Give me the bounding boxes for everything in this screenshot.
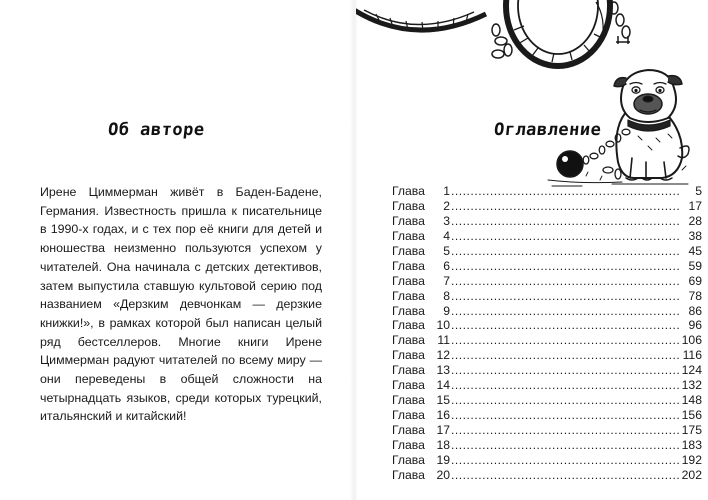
right-page: [356, 0, 708, 500]
toc-entry[interactable]: Глава 16 ..... 156: [392, 408, 702, 423]
toc-entry[interactable]: Глава 1 ..... 5: [392, 184, 702, 199]
toc-entry[interactable]: Глава 9 ..... 86: [392, 304, 702, 319]
toc-entry[interactable]: Глава 5 ..... 45: [392, 244, 702, 259]
toc-entry[interactable]: Глава 6 ..... 59: [392, 259, 702, 274]
dot-leader: [451, 378, 679, 393]
pug-illustration: [542, 66, 694, 192]
toc-entry[interactable]: Глава 19 ..... 192: [392, 453, 702, 468]
dot-leader: [451, 289, 679, 304]
dot-leader: [451, 214, 679, 229]
dot-leader: [451, 393, 679, 408]
toc-entry[interactable]: Глава 8 ..... 78: [392, 289, 702, 304]
dot-leader: [451, 468, 679, 483]
dot-leader: [451, 244, 679, 259]
tires-chain-illustration: [356, 0, 708, 72]
dot-leader: [451, 229, 679, 244]
toc-entry[interactable]: Глава 11 ..... 106: [392, 333, 702, 348]
about-author-text: Ирене Циммерман живёт в Баден-Бадене, Германия. Известность пришла к писательнице в 1990-х годах, и с тех пор её книги для детей и юношества неизменно пользуются успехом у читателей. Она начинала с детских детективов, затем выпустила ставшую культовой серию под названием «Дерзким девчонкам — дерзкие книжки!», в рамках которой был написан целый ряд бестселлеров. Многие книги Ирене Циммерман радуют читателей по всему миру — они переведены в общей сложности на четырнадцать языков, среди которых турецкий, итальянский и китайский!: [40, 185, 322, 424]
dot-leader: [451, 363, 679, 378]
dot-leader: [451, 438, 679, 453]
dot-leader: [451, 453, 679, 468]
dot-leader: [451, 423, 679, 438]
toc-entry[interactable]: Глава 2 ..... 17: [392, 199, 702, 214]
toc-entry[interactable]: Глава 7 ..... 69: [392, 274, 702, 289]
toc-entry[interactable]: Глава 17 ..... 175: [392, 423, 702, 438]
toc-entry[interactable]: Глава 4 ..... 38: [392, 229, 702, 244]
toc-entry[interactable]: Глава 10 ..... 96: [392, 318, 702, 333]
dot-leader: [451, 199, 679, 214]
toc-entry[interactable]: Глава 3 ..... 28: [392, 214, 702, 229]
left-page: [0, 0, 352, 500]
toc-entry[interactable]: Глава 13 ..... 124: [392, 363, 702, 378]
dot-leader: [451, 318, 679, 333]
contents-heading: Оглавление: [492, 120, 603, 140]
dot-leader: [451, 304, 679, 319]
dot-leader: [451, 259, 679, 274]
dot-leader: [451, 333, 679, 348]
toc-entry[interactable]: Глава 14 ..... 132: [392, 378, 702, 393]
toc-entry[interactable]: Глава 15 ..... 148: [392, 393, 702, 408]
table-of-contents: [392, 184, 702, 483]
dot-leader: [451, 184, 679, 199]
toc-entry[interactable]: Глава 18 ..... 183: [392, 438, 702, 453]
about-author-heading: Об авторе: [106, 120, 206, 140]
dot-leader: [451, 274, 679, 289]
toc-entry[interactable]: Глава 20 ..... 202: [392, 468, 702, 483]
dot-leader: [451, 348, 679, 363]
toc-entry[interactable]: Глава 12 ..... 116: [392, 348, 702, 363]
dot-leader: [451, 408, 679, 423]
